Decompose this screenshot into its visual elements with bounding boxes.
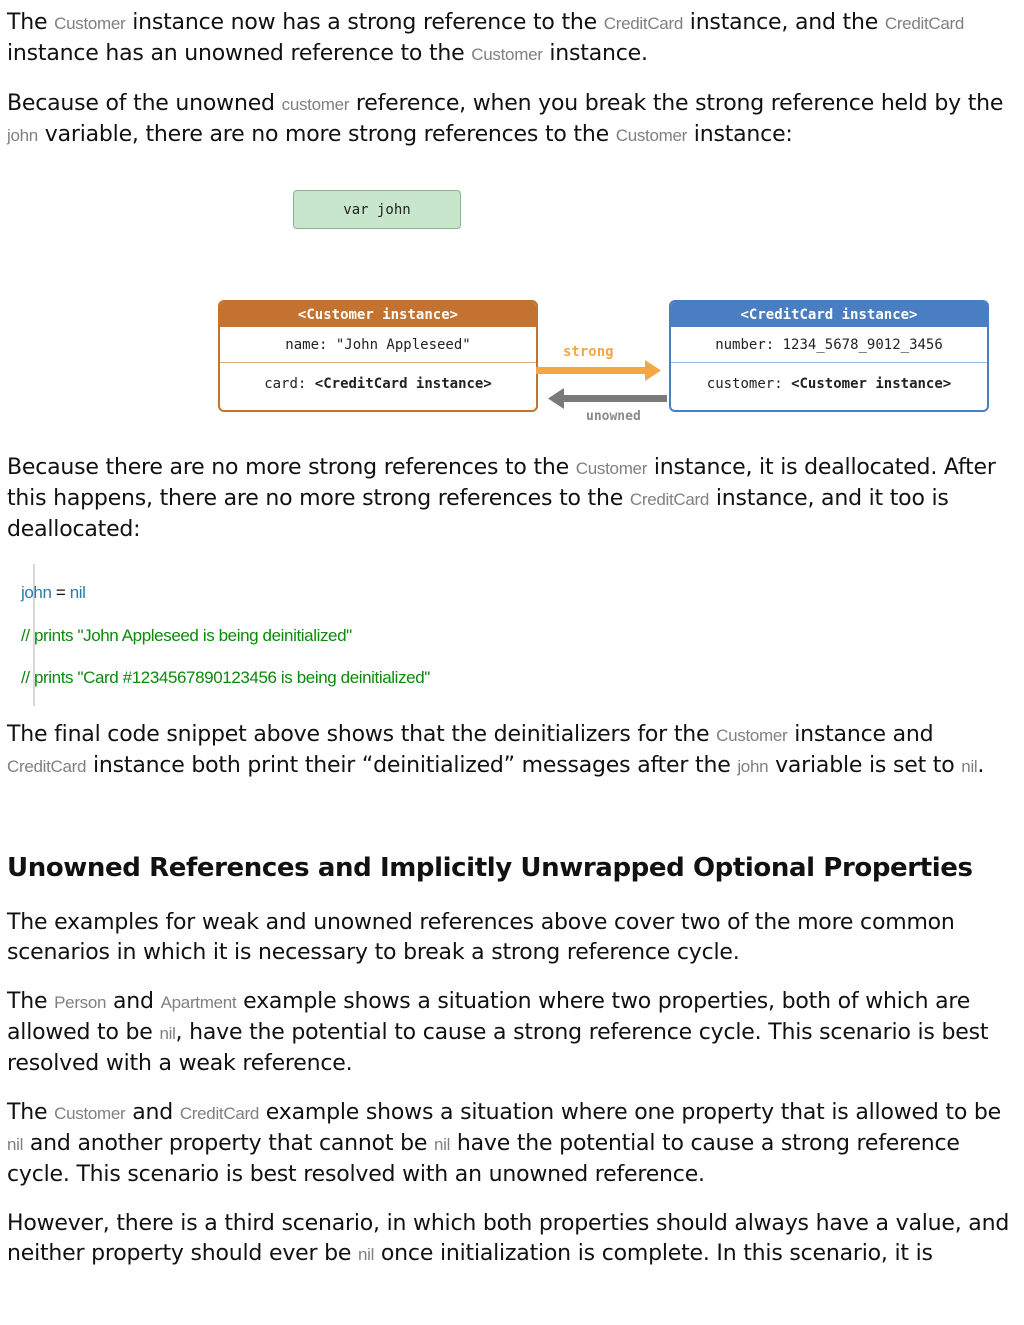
- creditcard-customer-row: customer: <Customer instance>: [706, 375, 952, 392]
- customer-name-row: name: "John Appleseed": [220, 327, 536, 363]
- inline-code: nil: [7, 1134, 24, 1154]
- var-john-box: var john: [293, 190, 461, 229]
- inline-code: CreditCard: [7, 756, 87, 776]
- reference-arrows: [7, 170, 1019, 434]
- code-block: [21, 564, 1019, 706]
- inline-code: customer: [281, 95, 350, 114]
- inline-code: nil: [358, 1244, 375, 1264]
- customer-card-row: card: <CreditCard instance>: [264, 375, 492, 392]
- strong-label: strong: [563, 344, 614, 360]
- unowned-arrow-icon: [548, 388, 667, 409]
- paragraph: The Customer and CreditCard example shows a situation where one property that is allowed to be nil and another property that cannot be nil have the potential to cause a strong reference cycle. This scenario is best resolved with an unowned reference.: [7, 1099, 1001, 1187]
- inline-code: CreditCard: [884, 14, 965, 33]
- inline-code: CreditCard: [629, 490, 710, 509]
- customer-instance-header: <Customer instance>: [220, 302, 536, 327]
- inline-code: Customer: [615, 126, 688, 145]
- paragraph: The final code snippet above shows that the deinitializers for the Customer instance and CreditCard instance both print their “deinitialized” messages after the john variable is set to nil.: [7, 721, 985, 778]
- document-page: [7, 8, 1019, 1289]
- creditcard-number-row: number: 1234_5678_9012_3456: [671, 327, 987, 363]
- paragraph: Because there are no more strong references to the Customer instance, it is deallocated. After this happens, there are no more strong references to the CreditCard instance, and it too is deallocated:: [7, 455, 996, 542]
- section-heading: Unowned References and Implicitly Unwrapped Optional Properties: [7, 852, 973, 883]
- inline-code: Customer: [54, 14, 126, 33]
- paragraph: The Customer instance now has a strong reference to the CreditCard instance, and the CreditCard instance has an unowned reference to the Customer instance.: [7, 10, 965, 66]
- code-line: john = nil: [21, 583, 86, 602]
- inline-code: CreditCard: [179, 1103, 260, 1123]
- code-comment-line: // prints "John Appleseed is being deinitialized": [21, 625, 352, 645]
- inline-code: CreditCard: [603, 14, 683, 33]
- paragraph: However, there is a third scenario, in which both properties should always have a value, and neither property should ever be nil once initialization is complete. In this scenario, it is: [7, 1210, 1010, 1266]
- reference-diagram: [7, 170, 1019, 434]
- inline-code: john: [7, 126, 38, 145]
- inline-code: Customer: [471, 45, 543, 64]
- section-spacer: [7, 801, 1019, 853]
- paragraph: The Person and Apartment example shows a situation where two properties, both of which are allowed to be nil, have the potential to cause a strong reference cycle. This scenario is best resolved with a weak reference.: [7, 988, 989, 1076]
- inline-code: Customer: [54, 1103, 126, 1123]
- creditcard-instance-header: <CreditCard instance>: [671, 302, 987, 327]
- inline-code: Customer: [716, 725, 788, 745]
- inline-code: Person: [54, 992, 107, 1012]
- inline-code: Apartment: [160, 992, 237, 1012]
- paragraph: The examples for weak and unowned references above cover two of the more common scenarios in which it is necessary to break a strong reference cycle.: [7, 909, 955, 965]
- inline-code: john: [737, 756, 769, 776]
- code-comment-line: // prints "Card #1234567890123456 is being deinitialized": [21, 668, 430, 687]
- inline-code: Customer: [575, 459, 648, 478]
- unowned-label: unowned: [586, 409, 641, 424]
- strong-arrow-icon: [536, 360, 661, 381]
- paragraph: Because of the unowned customer reference, when you break the strong reference held by the john variable, there are no more strong references to the Customer instance:: [7, 91, 1004, 147]
- inline-code: nil: [434, 1134, 451, 1154]
- inline-code: nil: [159, 1023, 176, 1043]
- inline-code: nil: [961, 756, 978, 776]
